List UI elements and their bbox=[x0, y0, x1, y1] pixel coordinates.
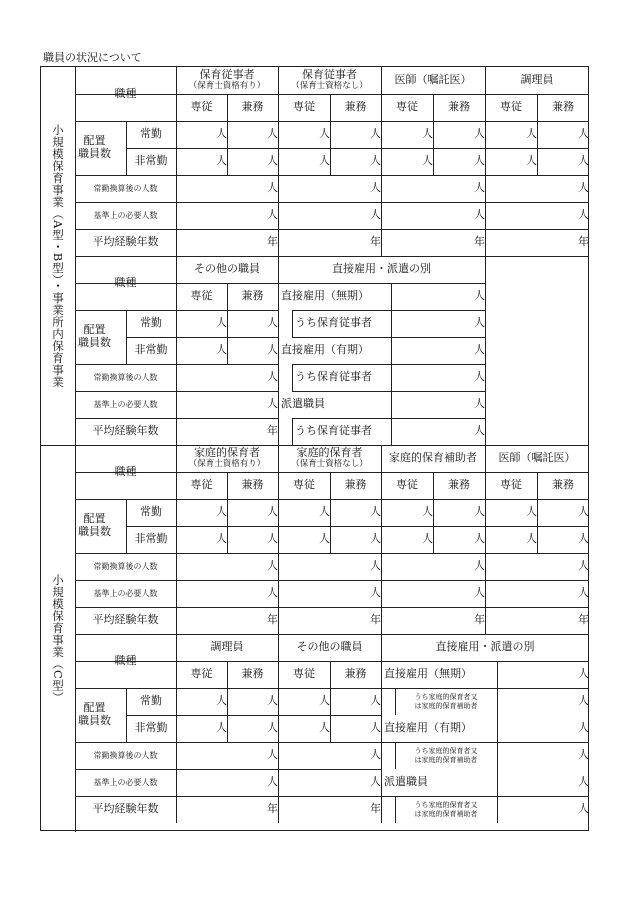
kanzan-label: 常勤換算後の人数 bbox=[93, 372, 158, 382]
unit-nin-cell: 人 bbox=[474, 181, 485, 195]
h-rule bbox=[75, 607, 589, 608]
staffing-form bbox=[40, 66, 589, 831]
hijokin-label: 非常勤 bbox=[134, 154, 168, 168]
koyou-row-label: 直接雇用（無期） bbox=[384, 667, 472, 681]
h-rule bbox=[75, 580, 589, 581]
v-rule bbox=[395, 796, 396, 823]
kanzan-label: 常勤換算後の人数 bbox=[93, 750, 158, 760]
v-rule bbox=[227, 94, 228, 175]
unit-nen-cell: 年 bbox=[474, 235, 485, 249]
unit-nin-cell: 人 bbox=[319, 127, 330, 141]
unit-nen-cell: 年 bbox=[267, 802, 278, 816]
h-rule bbox=[75, 472, 589, 473]
haichi-label: 配置 職員数 bbox=[78, 134, 111, 160]
role-katei-qualified bbox=[176, 445, 278, 472]
v-rule bbox=[176, 634, 177, 823]
unit-nin-cell: 人 bbox=[474, 154, 485, 168]
kenmu-label: 兼務 bbox=[241, 667, 264, 681]
unit-nin-cell: 人 bbox=[474, 289, 485, 303]
unit-nin-cell: 人 bbox=[526, 127, 537, 141]
h-rule bbox=[126, 337, 278, 338]
koyou-row-label: 直接雇用（無期） bbox=[281, 289, 369, 303]
koyou-sub-label-line1: うち家庭的保育者又 bbox=[414, 800, 478, 809]
keiken-label: 平均経験年数 bbox=[92, 802, 159, 816]
unit-nen-cell: 年 bbox=[370, 613, 381, 627]
role-other: その他の職員 bbox=[194, 262, 260, 276]
v-rule bbox=[330, 94, 331, 175]
unit-nin-cell: 人 bbox=[370, 208, 381, 222]
v-rule bbox=[278, 256, 279, 445]
kenmu-label: 兼務 bbox=[241, 289, 264, 303]
koyou-row-label: 派遣職員 bbox=[281, 397, 325, 411]
koyou-row-label: うち保育従事者 bbox=[295, 370, 372, 384]
role-katei-assistant: 家庭的保育補助者 bbox=[389, 451, 477, 465]
unit-nin-cell: 人 bbox=[422, 127, 433, 141]
koyou-sub-label-line1: うち家庭的保育者又 bbox=[414, 692, 478, 701]
unit-nin-cell: 人 bbox=[216, 505, 227, 519]
unit-nin-cell: 人 bbox=[370, 721, 381, 735]
h-rule bbox=[75, 499, 589, 500]
unit-nin-cell: 人 bbox=[319, 532, 330, 546]
v-rule bbox=[497, 661, 498, 823]
v-rule bbox=[292, 364, 293, 391]
keiken-label: 平均経験年数 bbox=[92, 613, 159, 627]
unit-nin-cell: 人 bbox=[370, 586, 381, 600]
unit-nin-cell: 人 bbox=[216, 154, 227, 168]
unit-nin-cell: 人 bbox=[267, 559, 278, 573]
v-rule bbox=[176, 67, 177, 256]
kanzan-label: 常勤換算後の人数 bbox=[93, 183, 158, 193]
v-rule bbox=[278, 67, 279, 256]
v-rule bbox=[395, 742, 396, 769]
unit-nin-cell: 人 bbox=[578, 505, 589, 519]
v-rule bbox=[278, 634, 279, 823]
v-rule bbox=[126, 688, 127, 742]
kenmu-label: 兼務 bbox=[344, 478, 367, 492]
role-katei-unqualified-line1: 家庭的保育者 bbox=[296, 446, 363, 460]
v-rule bbox=[126, 310, 127, 364]
unit-nin-cell: 人 bbox=[578, 208, 589, 222]
v-rule bbox=[485, 67, 486, 256]
h-rule bbox=[75, 229, 589, 230]
role-doctor: 医師（嘱託医） bbox=[498, 451, 576, 465]
h-rule bbox=[75, 688, 381, 689]
unit-nin-cell: 人 bbox=[578, 154, 589, 168]
role-hoiku-unqualified bbox=[278, 67, 381, 94]
senju-label: 専従 bbox=[190, 289, 213, 303]
koyou-row-label: 派遣職員 bbox=[384, 775, 428, 789]
senju-label: 専従 bbox=[500, 478, 522, 492]
v-rule bbox=[485, 256, 486, 445]
unit-nin-cell: 人 bbox=[216, 694, 227, 708]
unit-nin-cell: 人 bbox=[216, 532, 227, 546]
role-hoiku-qualified bbox=[176, 67, 278, 94]
unit-nin-cell: 人 bbox=[474, 559, 485, 573]
unit-nin-cell: 人 bbox=[474, 532, 485, 546]
role-katei-qualified-line1: 家庭的保育者 bbox=[194, 446, 260, 460]
unit-nin-cell: 人 bbox=[267, 532, 278, 546]
keiken-label: 平均経験年数 bbox=[92, 235, 159, 249]
h-rule bbox=[126, 148, 589, 149]
senju-label: 専従 bbox=[293, 667, 315, 681]
unit-nin-cell: 人 bbox=[267, 208, 278, 222]
role-other: その他の職員 bbox=[296, 640, 363, 654]
unit-nin-cell: 人 bbox=[319, 721, 330, 735]
v-rule bbox=[433, 94, 434, 175]
v-rule bbox=[391, 283, 392, 445]
h-rule bbox=[75, 742, 381, 743]
unit-nin-cell: 人 bbox=[319, 154, 330, 168]
h-rule bbox=[395, 796, 589, 797]
unit-nin-cell: 人 bbox=[267, 748, 278, 762]
v-rule bbox=[75, 445, 76, 832]
v-rule bbox=[537, 94, 538, 175]
unit-nen-cell: 年 bbox=[267, 613, 278, 627]
role-katei-unqualified-line2: （保育士資格なし） bbox=[291, 458, 368, 469]
unit-nin-cell: 人 bbox=[267, 316, 278, 330]
unit-nen-cell: 年 bbox=[578, 235, 589, 249]
h-rule bbox=[75, 94, 589, 95]
unit-nin-cell: 人 bbox=[370, 748, 381, 762]
senju-label: 専従 bbox=[190, 667, 213, 681]
unit-nin-cell: 人 bbox=[422, 154, 433, 168]
unit-nin-cell: 人 bbox=[474, 424, 485, 438]
jokin-label: 常勤 bbox=[140, 316, 162, 330]
section-title-c: 小規模保育事業（C型） bbox=[51, 573, 65, 704]
unit-nin-cell: 人 bbox=[474, 127, 485, 141]
unit-nin-cell: 人 bbox=[578, 559, 589, 573]
v-rule bbox=[292, 418, 293, 445]
role-katei-qualified-line2: （保育士資格有り） bbox=[188, 458, 266, 469]
v-rule bbox=[537, 472, 538, 553]
kenmu-label: 兼務 bbox=[552, 478, 574, 492]
unit-nin-cell: 人 bbox=[578, 775, 589, 789]
kijun-label: 基準上の必要人数 bbox=[93, 777, 158, 787]
senju-label: 専従 bbox=[293, 100, 315, 114]
hijokin-label: 非常勤 bbox=[134, 721, 168, 735]
v-rule bbox=[395, 688, 396, 715]
unit-nin-cell: 人 bbox=[370, 181, 381, 195]
unit-nen-cell: 年 bbox=[370, 802, 381, 816]
unit-nin-cell: 人 bbox=[370, 532, 381, 546]
h-rule bbox=[75, 175, 589, 176]
kenmu-label: 兼務 bbox=[241, 100, 264, 114]
haichi-label: 配置 職員数 bbox=[78, 701, 111, 727]
keiken-label: 平均経験年数 bbox=[92, 424, 159, 438]
unit-nin-cell: 人 bbox=[578, 802, 589, 816]
unit-nin-cell: 人 bbox=[578, 721, 589, 735]
unit-nin-cell: 人 bbox=[474, 397, 485, 411]
koyou-header: 直接雇用・派遣の別 bbox=[435, 640, 535, 654]
unit-nin-cell: 人 bbox=[474, 586, 485, 600]
unit-nin-cell: 人 bbox=[319, 694, 330, 708]
h-rule bbox=[75, 796, 381, 797]
unit-nin-cell: 人 bbox=[267, 694, 278, 708]
unit-nen-cell: 年 bbox=[370, 235, 381, 249]
unit-nin-cell: 人 bbox=[578, 748, 589, 762]
v-rule bbox=[75, 67, 76, 445]
unit-nin-cell: 人 bbox=[267, 154, 278, 168]
kijun-label: 基準上の必要人数 bbox=[93, 399, 158, 409]
koyou-sub-label bbox=[395, 742, 497, 769]
senju-label: 専従 bbox=[396, 100, 418, 114]
role-cook: 調理員 bbox=[520, 73, 554, 87]
role-cook: 調理員 bbox=[210, 640, 244, 654]
unit-nin-cell: 人 bbox=[267, 775, 278, 789]
unit-nin-cell: 人 bbox=[474, 370, 485, 384]
role-hoiku-unqualified-line1: 保育従事者 bbox=[302, 68, 357, 82]
role-katei-unqualified bbox=[278, 445, 381, 472]
v-rule bbox=[381, 634, 382, 823]
koyou-sub-label-line1: うち家庭的保育者又 bbox=[414, 746, 478, 755]
unit-nin-cell: 人 bbox=[267, 343, 278, 357]
v-rule bbox=[292, 310, 293, 337]
v-rule bbox=[330, 472, 331, 553]
jokin-label: 常勤 bbox=[140, 127, 162, 141]
koyou-row-label: 直接雇用（有期） bbox=[384, 721, 472, 735]
jokin-label: 常勤 bbox=[140, 694, 162, 708]
v-rule bbox=[126, 121, 127, 175]
unit-nen-cell: 年 bbox=[267, 235, 278, 249]
unit-nin-cell: 人 bbox=[370, 505, 381, 519]
jokin-label: 常勤 bbox=[140, 505, 162, 519]
unit-nen-cell: 年 bbox=[578, 613, 589, 627]
h-rule bbox=[75, 769, 381, 770]
unit-nin-cell: 人 bbox=[370, 559, 381, 573]
haichi-label: 配置 職員数 bbox=[78, 512, 111, 538]
unit-nin-cell: 人 bbox=[526, 505, 537, 519]
koyou-sub-label-line2: は家庭的保育補助者 bbox=[414, 755, 478, 764]
v-rule bbox=[485, 445, 486, 634]
kenmu-label: 兼務 bbox=[448, 100, 470, 114]
kenmu-label: 兼務 bbox=[448, 478, 470, 492]
section-title-ab: 小規模保育事業（A型・B型）・事業所内保育事業 bbox=[51, 123, 65, 388]
unit-nin-cell: 人 bbox=[370, 694, 381, 708]
unit-nin-cell: 人 bbox=[216, 343, 227, 357]
role-doctor: 医師（嘱託医） bbox=[394, 73, 472, 87]
h-rule bbox=[395, 688, 589, 689]
h-rule bbox=[75, 661, 589, 662]
h-rule bbox=[75, 553, 589, 554]
unit-nin-cell: 人 bbox=[578, 667, 589, 681]
koyou-row-label: うち保育従事者 bbox=[295, 316, 372, 330]
v-rule bbox=[227, 283, 228, 364]
v-rule bbox=[176, 256, 177, 445]
unit-nen-cell: 年 bbox=[267, 424, 278, 438]
unit-nin-cell: 人 bbox=[267, 721, 278, 735]
v-rule bbox=[381, 445, 382, 634]
unit-nin-cell: 人 bbox=[267, 370, 278, 384]
unit-nin-cell: 人 bbox=[474, 208, 485, 222]
unit-nin-cell: 人 bbox=[526, 154, 537, 168]
kenmu-label: 兼務 bbox=[344, 667, 367, 681]
kenmu-label: 兼務 bbox=[241, 478, 264, 492]
kanzan-label: 常勤換算後の人数 bbox=[93, 561, 158, 571]
v-rule bbox=[227, 661, 228, 742]
unit-nin-cell: 人 bbox=[267, 181, 278, 195]
senju-label: 専従 bbox=[500, 100, 522, 114]
h-rule bbox=[126, 526, 589, 527]
senju-label: 専従 bbox=[293, 478, 315, 492]
h-rule bbox=[126, 715, 381, 716]
kijun-label: 基準上の必要人数 bbox=[93, 588, 158, 598]
role-hoiku-qualified-line2: （保育士資格有り） bbox=[188, 80, 266, 91]
role-hoiku-unqualified-line2: （保育士資格なし） bbox=[291, 80, 368, 91]
unit-nin-cell: 人 bbox=[578, 181, 589, 195]
haichi-label: 配置 職員数 bbox=[78, 323, 111, 349]
unit-nin-cell: 人 bbox=[370, 154, 381, 168]
unit-nin-cell: 人 bbox=[267, 586, 278, 600]
unit-nin-cell: 人 bbox=[267, 127, 278, 141]
unit-nin-cell: 人 bbox=[216, 316, 227, 330]
unit-nin-cell: 人 bbox=[267, 397, 278, 411]
h-rule bbox=[75, 283, 485, 284]
unit-nin-cell: 人 bbox=[216, 127, 227, 141]
v-rule bbox=[176, 445, 177, 634]
caption: 職員の状況について bbox=[43, 51, 142, 64]
unit-nin-cell: 人 bbox=[319, 505, 330, 519]
unit-nin-cell: 人 bbox=[578, 586, 589, 600]
h-rule bbox=[75, 202, 589, 203]
v-rule bbox=[227, 472, 228, 553]
unit-nin-cell: 人 bbox=[370, 775, 381, 789]
h-rule bbox=[75, 256, 589, 257]
unit-nin-cell: 人 bbox=[578, 532, 589, 546]
unit-nin-cell: 人 bbox=[526, 532, 537, 546]
v-rule bbox=[433, 472, 434, 553]
hijokin-label: 非常勤 bbox=[134, 532, 168, 546]
unit-nin-cell: 人 bbox=[267, 505, 278, 519]
senju-label: 専従 bbox=[190, 100, 213, 114]
koyou-sub-label-line2: は家庭的保育補助者 bbox=[414, 809, 478, 818]
unit-nen-cell: 年 bbox=[474, 613, 485, 627]
unit-nin-cell: 人 bbox=[474, 505, 485, 519]
senju-label: 専従 bbox=[396, 478, 418, 492]
kenmu-label: 兼務 bbox=[344, 100, 367, 114]
unit-nin-cell: 人 bbox=[474, 343, 485, 357]
unit-nin-cell: 人 bbox=[216, 721, 227, 735]
v-rule bbox=[126, 499, 127, 553]
koyou-sub-label bbox=[395, 688, 497, 715]
role-hoiku-qualified-line1: 保育従事者 bbox=[199, 68, 255, 82]
koyou-row-label: 直接雇用（有期） bbox=[281, 343, 369, 357]
h-rule bbox=[75, 121, 589, 122]
unit-nin-cell: 人 bbox=[578, 127, 589, 141]
koyou-sub-label-line2: は家庭的保育補助者 bbox=[414, 701, 478, 710]
unit-nin-cell: 人 bbox=[422, 505, 433, 519]
h-rule bbox=[395, 742, 589, 743]
hijokin-label: 非常勤 bbox=[134, 343, 168, 357]
senju-label: 専従 bbox=[190, 478, 213, 492]
unit-nin-cell: 人 bbox=[370, 127, 381, 141]
v-rule bbox=[278, 445, 279, 634]
koyou-sub-label bbox=[395, 796, 497, 823]
koyou-row-label: うち保育従事者 bbox=[295, 424, 372, 438]
unit-nin-cell: 人 bbox=[422, 532, 433, 546]
koyou-header: 直接雇用・派遣の別 bbox=[332, 262, 431, 276]
v-rule bbox=[381, 67, 382, 256]
kijun-label: 基準上の必要人数 bbox=[93, 210, 158, 220]
kenmu-label: 兼務 bbox=[552, 100, 574, 114]
unit-nin-cell: 人 bbox=[474, 316, 485, 330]
unit-nin-cell: 人 bbox=[578, 694, 589, 708]
v-rule bbox=[330, 661, 331, 742]
